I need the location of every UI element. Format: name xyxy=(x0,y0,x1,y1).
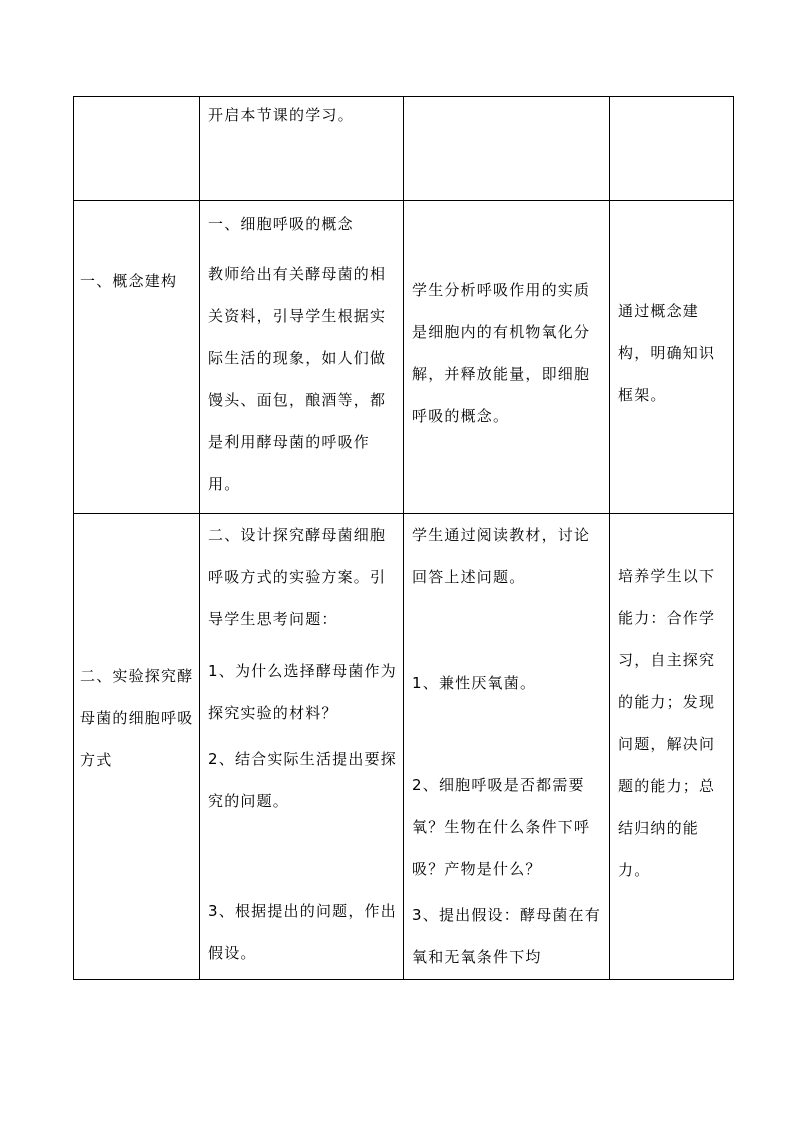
table-row xyxy=(74,514,734,980)
teacher-text: 开启本节课的学习。 xyxy=(208,106,354,124)
stage-cell xyxy=(74,97,200,201)
design-intent-cell xyxy=(610,97,734,201)
section-heading: 一、细胞呼吸的概念 xyxy=(208,215,354,233)
answer-item: 1、兼性厌氧菌。 xyxy=(412,674,537,692)
student-activity-cell xyxy=(404,97,610,201)
student-activity-cell xyxy=(404,514,610,980)
table-row xyxy=(74,97,734,201)
teacher-activity-cell xyxy=(200,97,404,201)
stage-cell xyxy=(74,201,200,514)
student-activity-cell xyxy=(404,201,610,514)
teacher-text: 教师给出有关酵母菌的相关资料，引导学生根据实际生活的现象，如人们做馒头、面包，酿酒等，都是利用酵母菌的呼吸作用。 xyxy=(208,265,387,493)
design-intent-text: 培养学生以下能力：合作学习，自主探究的能力；发现问题，解决问题的能力；总结归纳的能力。 xyxy=(618,567,716,879)
table-row xyxy=(74,201,734,514)
stage-title: 一、概念建构 xyxy=(80,272,178,290)
answer-item: 2、细胞呼吸是否都需要氧？生物在什么条件下呼吸？产物是什么？ xyxy=(412,776,591,878)
question-item: 2、结合实际生活提出要探究的问题。 xyxy=(208,750,397,810)
design-intent-cell xyxy=(610,201,734,514)
lesson-plan-table xyxy=(73,96,734,980)
teacher-activity-cell xyxy=(200,514,404,980)
question-item: 1、为什么选择酵母菌作为探究实验的材料？ xyxy=(208,662,397,722)
teacher-text: 二、设计探究酵母菌细胞呼吸方式的实验方案。引导学生思考问题： xyxy=(208,526,387,628)
question-item: 3、根据提出的问题，作出假设。 xyxy=(208,902,397,962)
teacher-activity-cell xyxy=(200,201,404,514)
student-text: 学生通过阅读教材，讨论回答上述问题。 xyxy=(412,526,591,586)
stage-title: 二、实验探究酵母菌的细胞呼吸方式 xyxy=(80,667,194,769)
design-intent-text: 通过概念建构，明确知识框架。 xyxy=(618,302,716,404)
stage-cell xyxy=(74,514,200,980)
student-text: 学生分析呼吸作用的实质是细胞内的有机物氧化分解，并释放能量，即细胞呼吸的概念。 xyxy=(412,281,591,425)
answer-item: 3、提出假设：酵母菌在有氧和无氧条件下均 xyxy=(412,906,601,966)
design-intent-cell xyxy=(610,514,734,980)
